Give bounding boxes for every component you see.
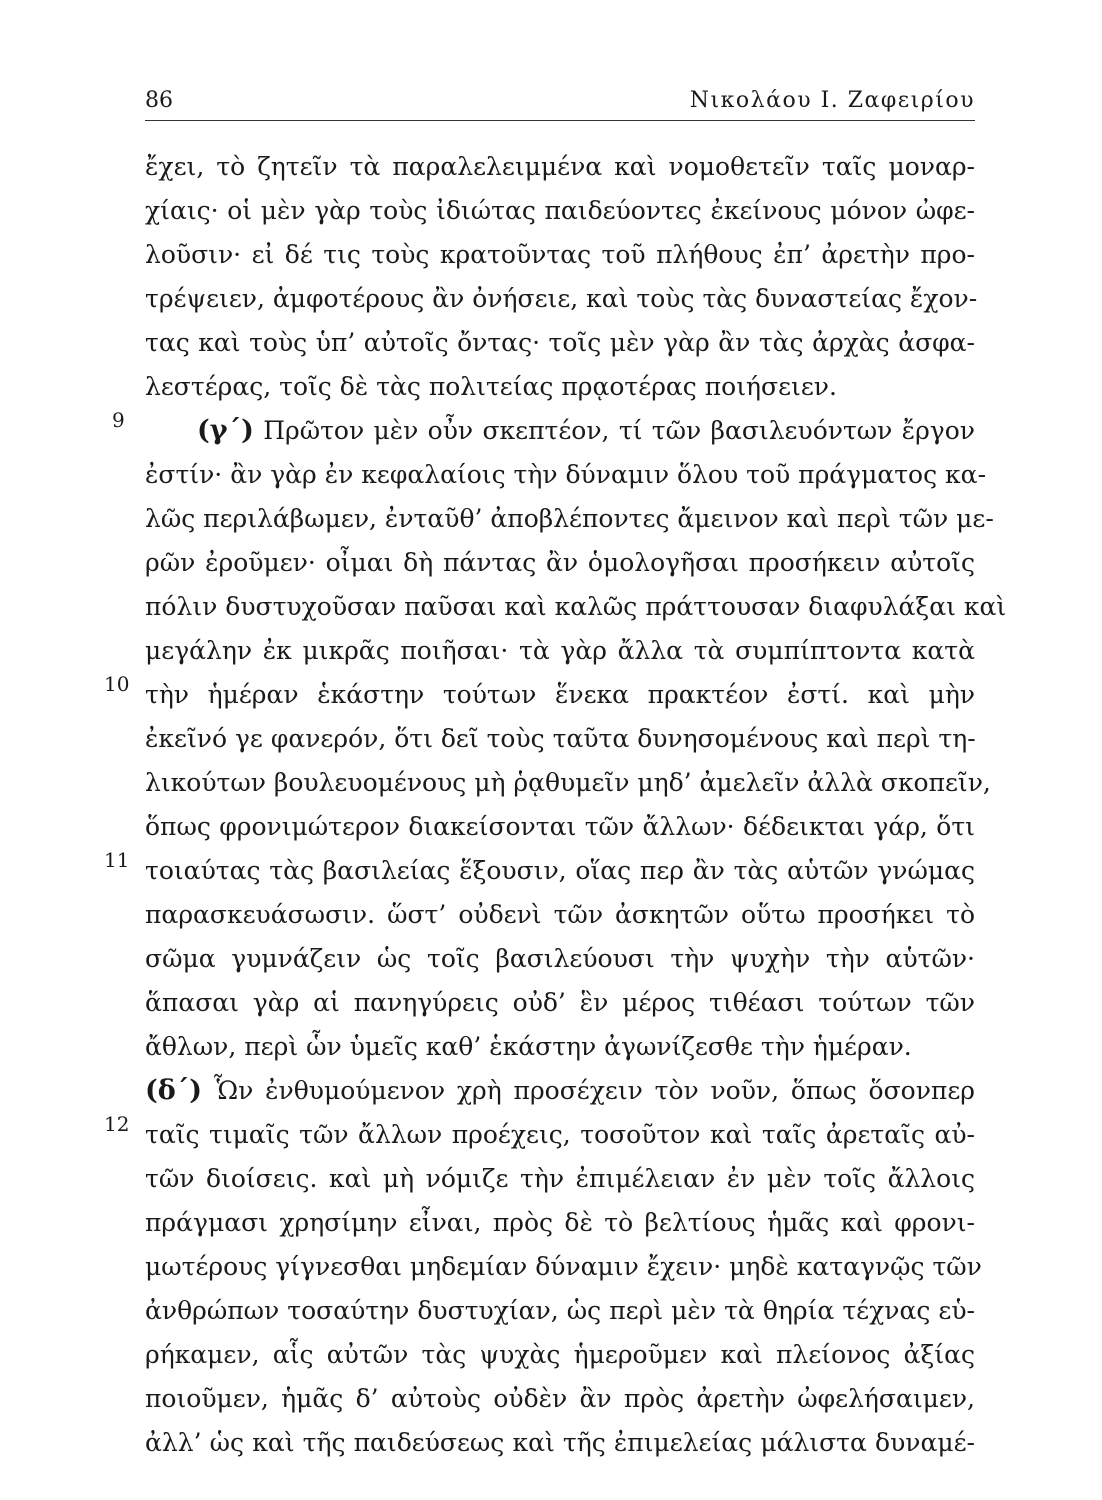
text-line: ρήκαμεν, αἷς αὐτῶν τὰς ψυχὰς ἡμεροῦμεν καὶ πλείονος ἀξίας bbox=[145, 1340, 975, 1369]
text-line: ἄθλων, περὶ ὧν ὑμεῖς καθ’ ἑκάστην ἀγωνίζεσθε τὴν ἡμέραν. bbox=[145, 1032, 912, 1061]
text-line: λεστέρας, τοῖς δὲ τὰς πολιτείας πρᾳοτέρας ποιήσειεν. bbox=[145, 372, 837, 401]
section-mark: (γ΄) bbox=[197, 415, 254, 446]
text-line: ἐστίν· ἂν γὰρ ἐν κεφαλαίοις τὴν δύναμιν ὅλου τοῦ πράγματος κα- bbox=[145, 460, 987, 489]
text-line: ρῶν ἐροῦμεν· οἶμαι δὴ πάντας ἂν ὁμολογῆσαι προσήκειν αὐτοῖς bbox=[145, 548, 975, 577]
text-line: τὴν ἡμέραν ἑκάστην τούτων ἕνεκα πρακτέον ἐστί. καὶ μὴν bbox=[145, 680, 975, 709]
text-line-fragment: Ὧν ἐνθυμούμενον χρὴ προσέχειν τὸν νοῦν, ὅπως ὅσονπερ bbox=[213, 1076, 975, 1105]
text-line-fragment: Πρῶτον μὲν οὖν σκεπτέον, τί τῶν βασιλευόντων ἔργον bbox=[263, 416, 975, 445]
text-line: μωτέρους γίγνεσθαι μηδεμίαν δύναμιν ἔχειν· μηδὲ καταγνῷς τῶν bbox=[145, 1252, 982, 1281]
text-line: λῶς περιλάβωμεν, ἐνταῦθ’ ἀποβλέποντες ἄμεινον καὶ περὶ τῶν με- bbox=[145, 504, 994, 533]
text-line-with-section-mark bbox=[197, 409, 975, 453]
margin-number: 11 bbox=[104, 848, 130, 872]
text-line: σῶμα γυμνάζειν ὡς τοῖς βασιλεύουσι τὴν ψυχὴν τὴν αὑτῶν· bbox=[145, 944, 975, 973]
page-header bbox=[145, 88, 975, 122]
text-line: ἅπασαι γὰρ αἱ πανηγύρεις οὐδ’ ἓν μέρος τιθέασι τούτων τῶν bbox=[145, 988, 975, 1017]
text-line: πράγμασι χρησίμην εἶναι, πρὸς δὲ τὸ βελτίους ἡμᾶς καὶ φρονι- bbox=[145, 1208, 975, 1237]
text-line: χίαις· οἱ μὲν γὰρ τοὺς ἰδιώτας παιδεύοντες ἐκείνους μόνον ὠφε- bbox=[145, 196, 975, 225]
text-line: ἔχει, τὸ ζητεῖν τὰ παραλελειμμένα καὶ νομοθετεῖν ταῖς μοναρ- bbox=[145, 152, 975, 181]
page-number: 86 bbox=[145, 88, 173, 113]
margin-number: 10 bbox=[104, 672, 130, 696]
text-line: τοιαύτας τὰς βασιλείας ἕξουσιν, οἵας περ ἂν τὰς αὑτῶν γνώμας bbox=[145, 856, 975, 885]
margin-number: 12 bbox=[104, 1112, 130, 1136]
running-head: Νικολάου Ι. Ζαφειρίου bbox=[689, 88, 975, 113]
section-mark: (δ΄) bbox=[145, 1075, 203, 1106]
text-line: λικούτων βουλευομένους μὴ ῥᾳθυμεῖν μηδ’ ἀμελεῖν ἀλλὰ σκοπεῖν, bbox=[145, 768, 991, 797]
text-line: ποιοῦμεν, ἡμᾶς δ’ αὐτοὺς οὐδὲν ἂν πρὸς ἀρετὴν ὠφελήσαιμεν, bbox=[145, 1384, 975, 1413]
text-line: μεγάλην ἐκ μικρᾶς ποιῆσαι· τὰ γὰρ ἄλλα τὰ συμπίπτοντα κατὰ bbox=[145, 636, 975, 665]
text-line-with-section-mark bbox=[145, 1069, 975, 1113]
text-line: ἐκεῖνό γε φανερόν, ὅτι δεῖ τοὺς ταῦτα δυνησομένους καὶ περὶ τη- bbox=[145, 724, 976, 753]
text-line: τας καὶ τοὺς ὑπ’ αὐτοῖς ὄντας· τοῖς μὲν γὰρ ἂν τὰς ἀρχὰς ἀσφα- bbox=[145, 328, 975, 357]
text-line: ἀλλ’ ὡς καὶ τῆς παιδεύσεως καὶ τῆς ἐπιμελείας μάλιστα δυναμέ- bbox=[145, 1428, 975, 1457]
text-line: ἀνθρώπων τοσαύτην δυστυχίαν, ὡς περὶ μὲν τὰ θηρία τέχνας εὑ- bbox=[145, 1296, 975, 1325]
text-line: πόλιν δυστυχοῦσαν παῦσαι καὶ καλῶς πράττουσαν διαφυλάξαι καὶ bbox=[145, 592, 1007, 621]
header-rule bbox=[145, 120, 975, 121]
margin-number: 9 bbox=[112, 408, 125, 432]
text-line: λοῦσιν· εἰ δέ τις τοὺς κρατοῦντας τοῦ πλήθους ἐπ’ ἀρετὴν προ- bbox=[145, 240, 975, 269]
text-line: ταῖς τιμαῖς τῶν ἄλλων προέχεις, τοσοῦτον καὶ ταῖς ἀρεταῖς αὐ- bbox=[145, 1120, 975, 1149]
text-line: παρασκευάσωσιν. ὥστ’ οὐδενὶ τῶν ἀσκητῶν οὕτω προσήκει τὸ bbox=[145, 900, 975, 929]
text-line: τρέψειεν, ἀμφοτέρους ἂν ὀνήσειε, καὶ τοὺς τὰς δυναστείας ἔχον- bbox=[145, 284, 978, 313]
text-line: ὅπως φρονιμώτερον διακείσονται τῶν ἄλλων· δέδεικται γάρ, ὅτι bbox=[145, 812, 975, 841]
text-line: τῶν διοίσεις. καὶ μὴ νόμιζε τὴν ἐπιμέλειαν ἐν μὲν τοῖς ἄλλοις bbox=[145, 1164, 975, 1193]
